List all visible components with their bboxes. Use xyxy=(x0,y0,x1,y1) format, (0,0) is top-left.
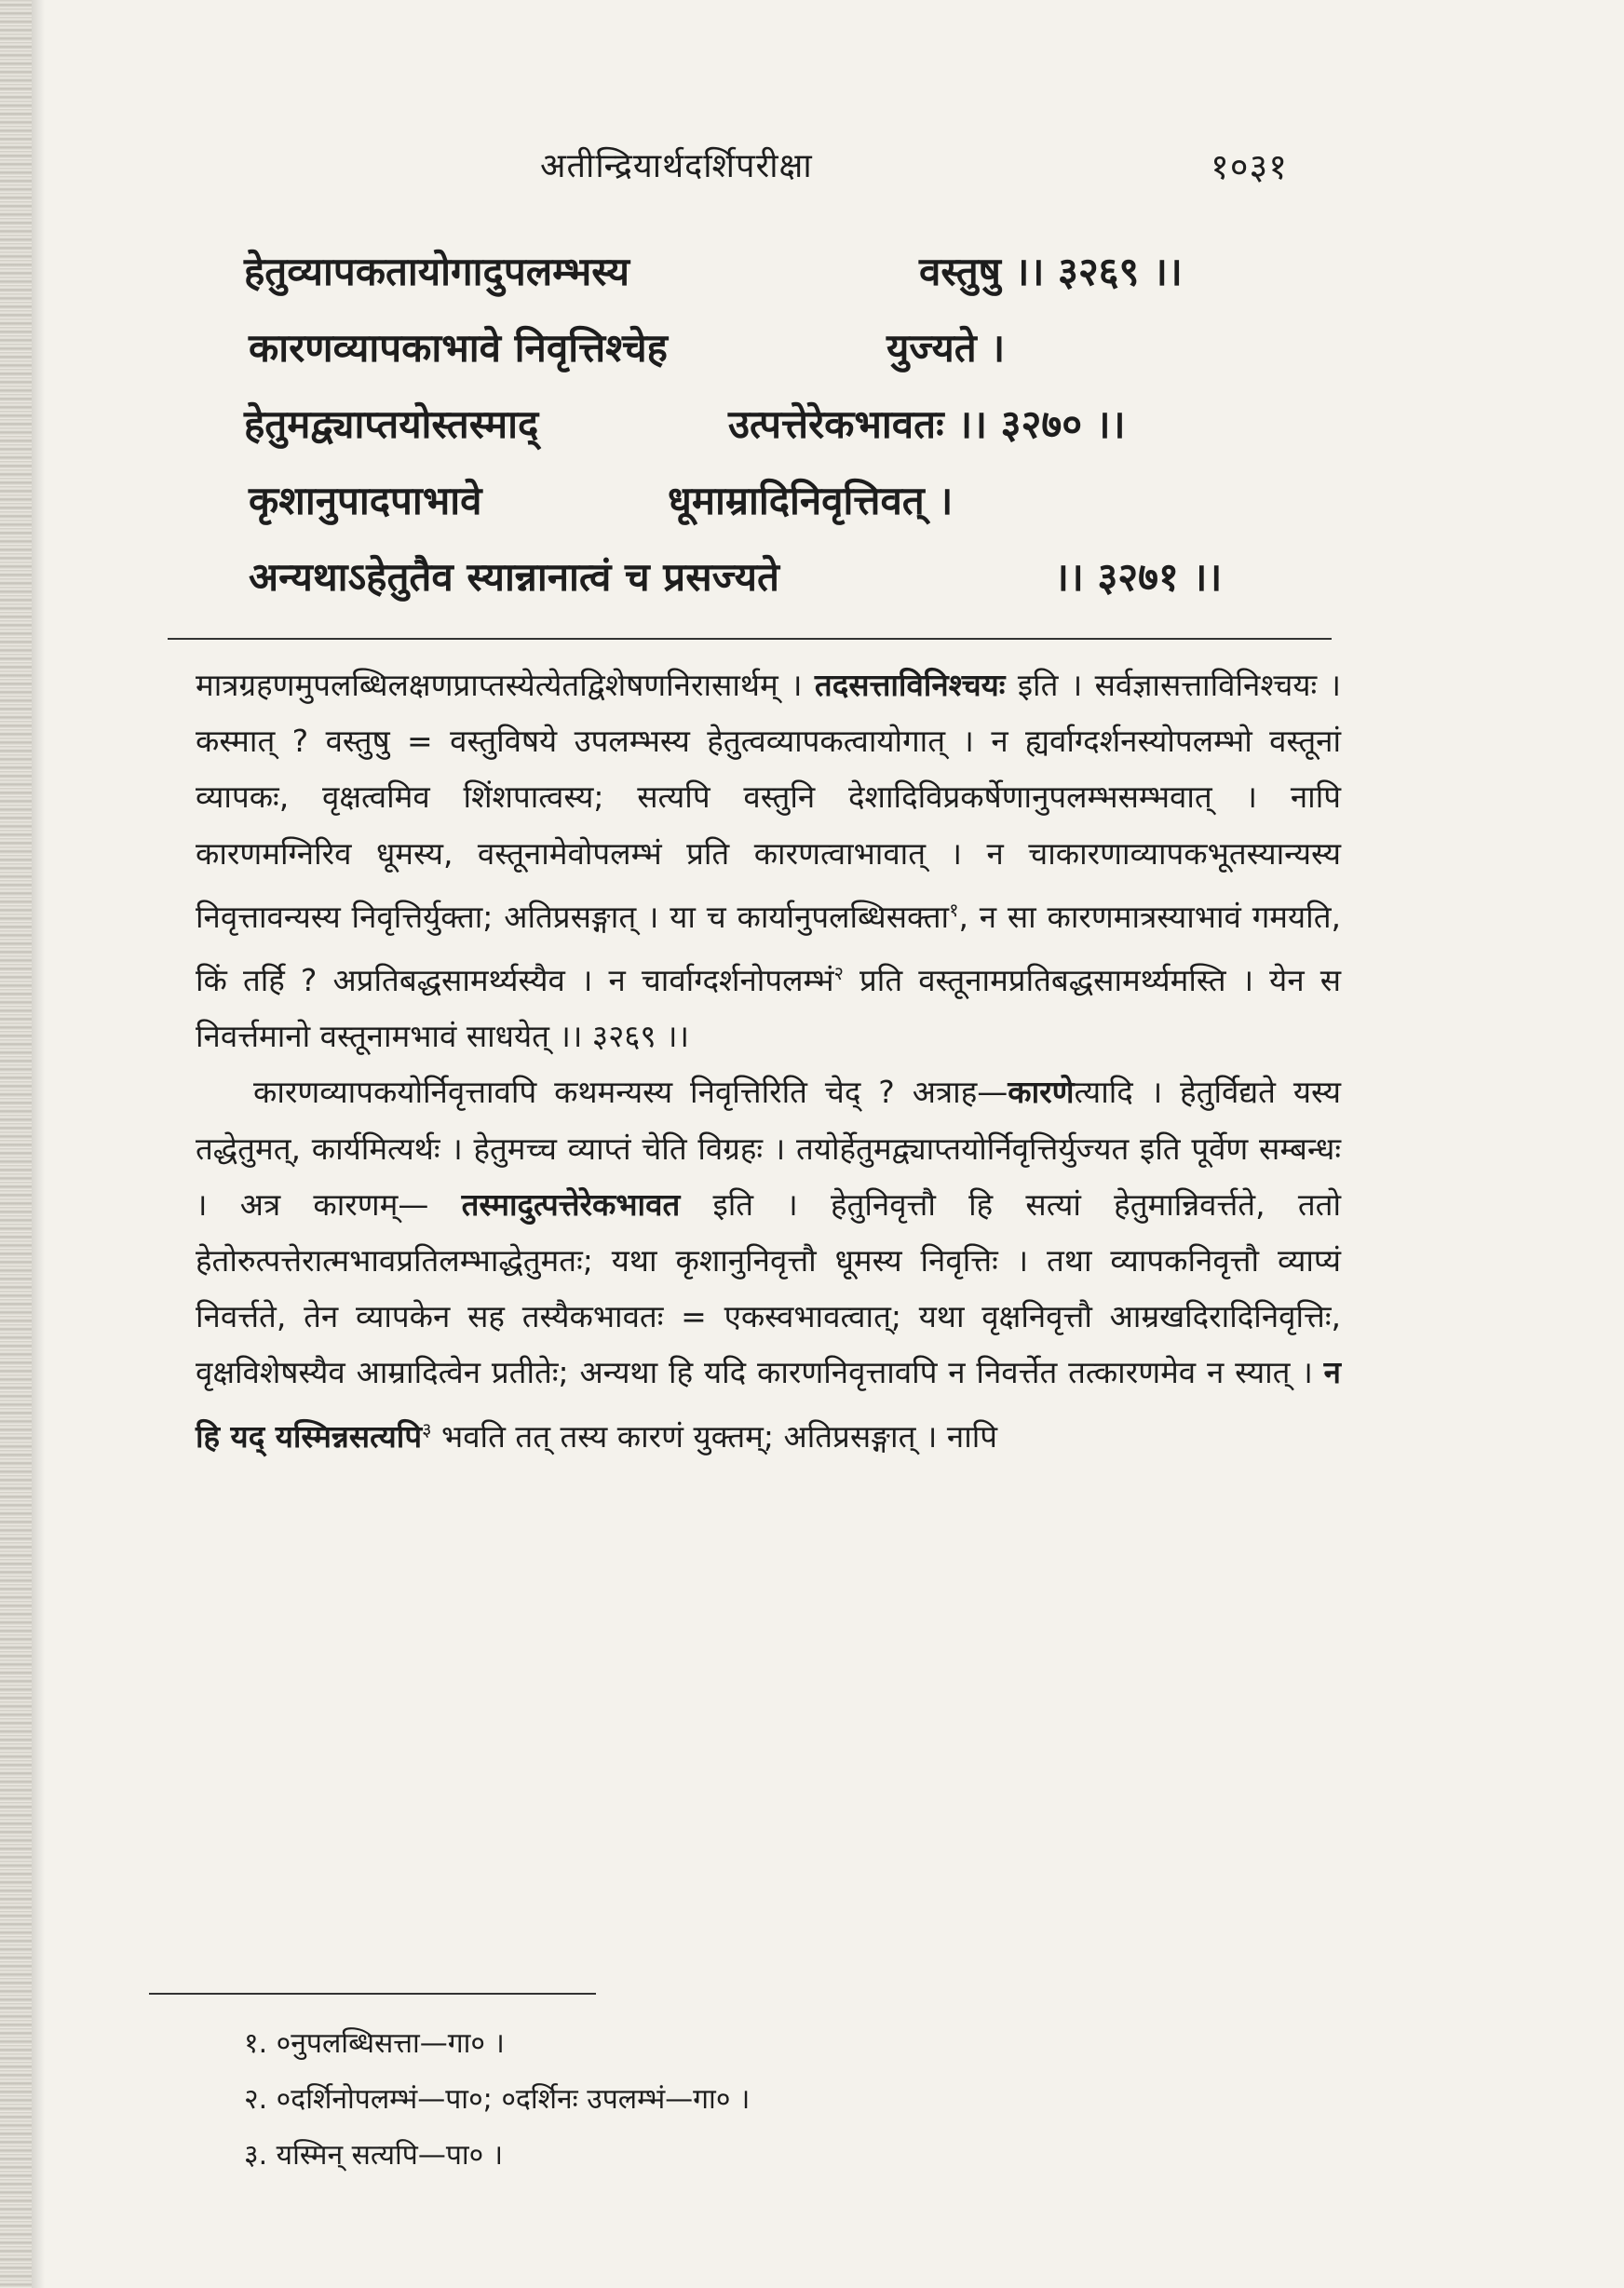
book-binding-edge xyxy=(0,0,32,2288)
running-head xyxy=(0,142,1624,197)
verse-line-4-second-half: धूमाम्रादिनिवृत्तिवत् । xyxy=(668,478,954,523)
verse-line-5-first-half: अन्यथाऽहेतुतैव स्यान्नानात्वं च प्रसज्यते xyxy=(249,554,779,600)
footnote-marker: २ xyxy=(833,962,844,985)
footnote-1: १. ०नुपलब्धिसत्ता—गा० । xyxy=(244,2027,505,2060)
verse-line-4 xyxy=(244,473,1268,549)
commentary-keyword: कारणे xyxy=(1008,1074,1075,1111)
verse-line-3 xyxy=(244,397,1268,473)
commentary-keyword: तदसत्ताविनिश्चयः xyxy=(814,667,1006,703)
verse-separator-rule xyxy=(168,638,1332,640)
page-number: १०३१ xyxy=(1211,146,1289,187)
commentary-keyword: न हि यद् यस्मिन्नसत्यपि xyxy=(196,1354,1341,1455)
footnote-marker: ३ xyxy=(422,1417,432,1441)
commentary-segment: इति । हेतुनिवृत्तौ हि सत्यां हेतुमान्निवर्त्तते, ततो हेतोरुत्पत्तेरात्मभावप्रतिलम्भाद्धेतुमतः; यथा कृशानुनिवृत्तौ धूमस्य निवृत्तिः । तथा व्यापकनिवृत्तौ व्याप्यं निवर्त्तते, तेन व्यापकेन सह तस्यैकभावतः = एकस्वभावत्वात्; यथा वृक्षनिवृत्तौ आम्रखदिरादिनिवृत्तिः, वृक्षविशेषस्यैव आम्रादित्वेन प्रतीतेः; अन्यथा हि यदि कारणनिवृत्तावपि न निवर्त्तेत तत्कारणमेव न स्यात् । xyxy=(196,1185,1341,1391)
verse-line-3-second-half: उत्पत्तेरेकभावतः ।। ३२७० ।। xyxy=(728,401,1126,447)
footnote-separator-rule xyxy=(149,1993,596,1995)
footnote-3: ३. यस्मिन् सत्यपि—पा० । xyxy=(244,2139,504,2172)
verse-line-5 xyxy=(244,549,1268,626)
verse-block xyxy=(244,244,1268,626)
commentary-keyword: तस्मादुत्पत्तेरेकभावत xyxy=(461,1185,681,1223)
commentary-paragraph-1 xyxy=(196,657,1341,1064)
verse-line-2 xyxy=(244,320,1268,397)
verse-line-1-second-half: वस्तुषु ।। ३२६९ ।। xyxy=(919,249,1183,294)
commentary-segment: भवति तत् तस्य कारणं युक्तम्; अतिप्रसङ्गात् । नापि xyxy=(431,1417,998,1455)
commentary-segment: , न सा कारणमात्रस्याभावं गमयति, किं तर्हि ? अप्रतिबद्धसामर्थ्यस्यैव । न चार्वाग्दर्शनोपलम्भं xyxy=(196,898,1341,999)
verse-line-4-first-half: कृशानुपादपाभावे xyxy=(249,478,482,523)
commentary-segment: प्रति वस्तूनामप्रतिबद्धसामर्थ्यमस्ति । येन स निवर्त्तमानो वस्तूनामभावं साधयेत् ।। ३२६९ ।। xyxy=(196,962,1341,1055)
verse-line-2-first-half: कारणव्यापकाभावे निवृत्तिश्चेह xyxy=(249,325,668,371)
commentary-text xyxy=(196,657,1341,1465)
footnote-marker: १ xyxy=(949,898,959,921)
verse-line-1 xyxy=(244,244,1268,320)
binding-shadow xyxy=(32,0,45,2288)
running-title: अतीन्द्रियार्थदर्शिपरीक्षा xyxy=(540,147,813,185)
verse-line-2-second-half: युज्यते । xyxy=(886,325,1006,371)
footnotes xyxy=(244,2016,750,2184)
commentary-paragraph-2 xyxy=(196,1064,1341,1464)
verse-line-1-first-half: हेतुव्यापकतायोगादुपलम्भस्य xyxy=(244,249,629,294)
commentary-segment: कारणव्यापकयोर्निवृत्तावपि कथमन्यस्य निवृत्तिरिति चेद् ? अत्राह— xyxy=(253,1074,1008,1111)
verse-line-3-first-half: हेतुमद्व्याप्तयोस्तस्माद् xyxy=(244,401,539,447)
footnote-2: २. ०दर्शिनोपलम्भं—पा०; ०दर्शिनः उपलम्भं—गा० । xyxy=(244,2083,751,2116)
verse-line-5-second-half: ।। ३२७१ ।। xyxy=(1054,554,1223,600)
commentary-segment: त्यादि । हेतुर्विद्यते यस्य तद्धेतुमत्, कार्यमित्यर्थः । हेतुमच्च व्याप्तं चेति विग्रहः । तयोर्हेतुमद्व्याप्तयोर्निवृत्तिर्युज्यत इति पूर्वेण सम्बन्धः । अत्र कारणम्— xyxy=(196,1074,1341,1223)
commentary-segment: मात्रग्रहणमुपलब्धिलक्षणप्राप्तस्येत्येतद्विशेषणनिरासार्थम् । xyxy=(196,667,815,703)
commentary-segment: इति । सर्वज्ञासत्ताविनिश्चयः । कस्मात् ? वस्तुषु = वस्तुविषये उपलम्भस्य हेतुत्वव्यापकत्वायोगात् । न ह्यर्वाग्दर्शनस्योपलम्भो वस्तूनां व्यापकः, वृक्षत्वमिव शिंशपात्वस्य; सत्यपि वस्तुनि देशादिविप्रकर्षेणानुपलम्भसम्भवात् । नापि कारणमग्निरिव धूमस्य, वस्तूनामेवोपलम्भं प्रति कारणत्वाभावात् । न चाकारणाव्यापकभूतस्यान्यस्य निवृत्तावन्यस्य निवृत्तिर्युक्ता; अतिप्रसङ्गात् । या च कार्यानुपलब्धिसक्ता xyxy=(196,667,1341,935)
